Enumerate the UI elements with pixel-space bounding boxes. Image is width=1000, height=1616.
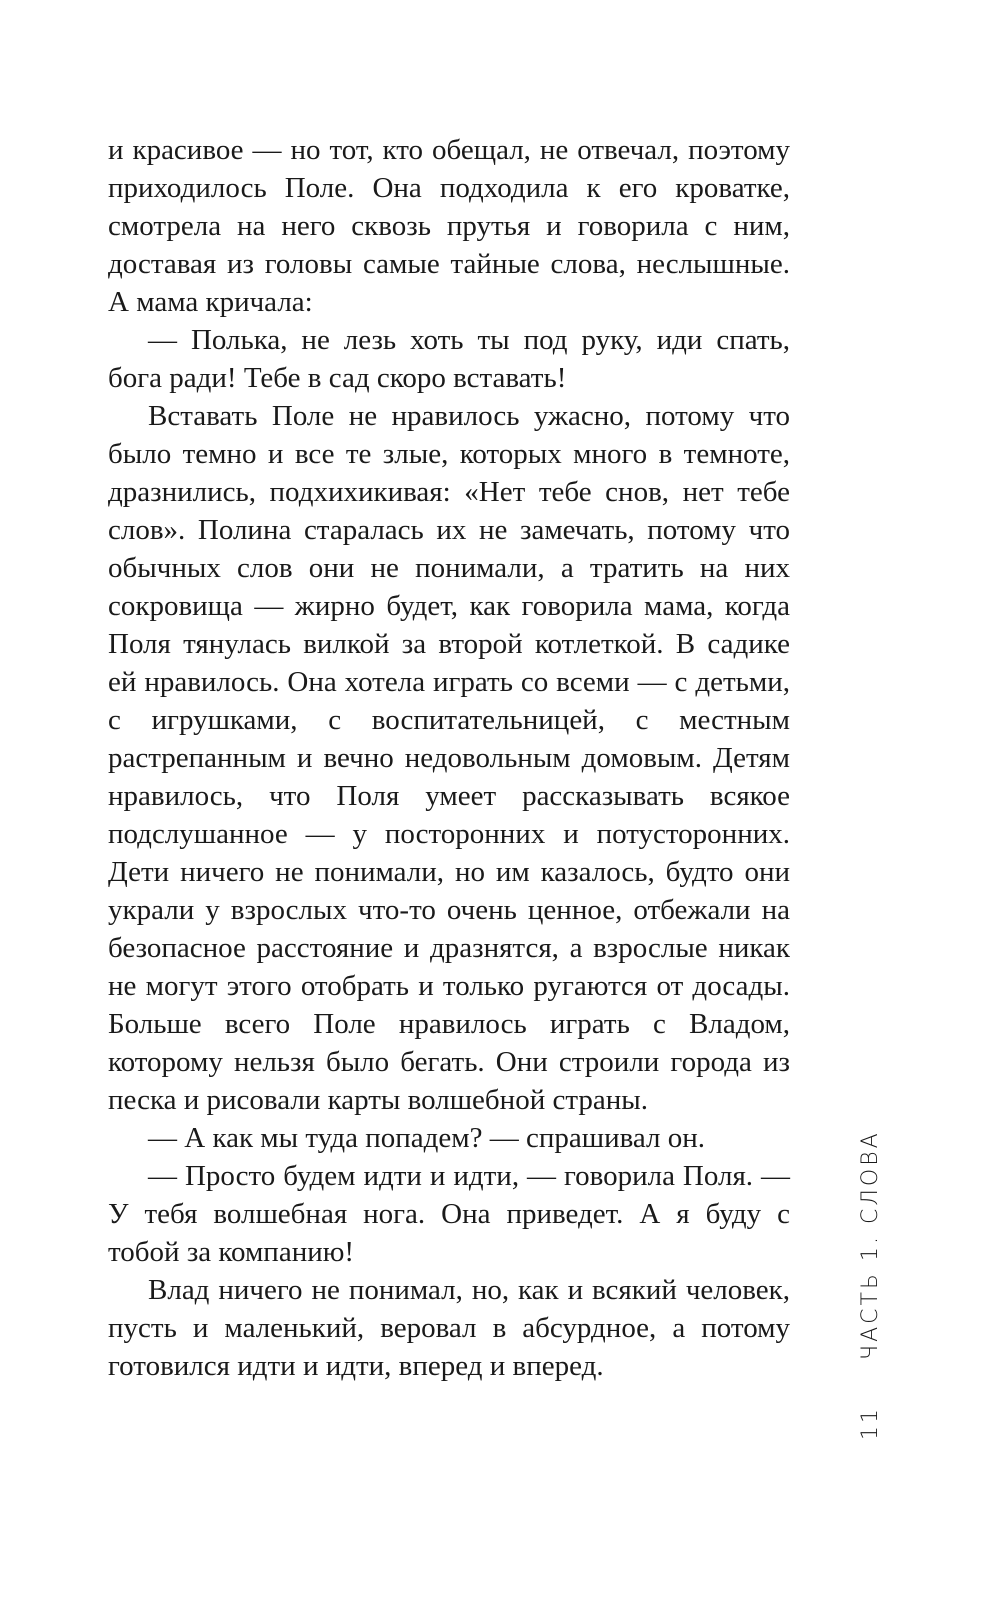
page-number: 11 — [858, 1406, 883, 1440]
paragraph-4-dialogue: — А как мы туда попадем? — спрашивал он. — [148, 1122, 706, 1154]
running-head — [858, 1130, 883, 1440]
paragraph-6: Влад ничего не понимал, но, как и всякий человек, пусть и маленький, веровал в абсурдное, а потому готовился идти и идти, вперед и вперед. — [108, 1274, 790, 1382]
section-title: ЧАСТЬ 1. СЛОВА — [858, 1130, 883, 1360]
paragraph-2-dialogue: — Полька, не лезь хоть ты под руку, иди спать, бога ради! Тебе в сад скоро вставать! — [108, 324, 790, 394]
paragraph-3: Вставать Поле не нравилось ужасно, потому что было темно и все те злые, которых много в темноте, дразнились, подхихикивая: «Нет тебе снов, нет тебе слов». Полина старалась их не замечать, потому что обычных слов они не понимали, а тратить на них сокровища — жирно будет, как говорила мама, когда Поля тянулась вилкой за второй котлеткой. В садике ей нравилось. Она хотела играть со всеми — с детьми, с игрушками, с воспитательницей, с местным растрепанным и вечно недовольным домовым. Детям нравилось, что Поля умеет рассказывать всякое подслушанное — у посторонних и потусторонних. Дети ничего не понимали, но им казалось, будто они украли у взрослых что-то очень ценное, отбежали на безопасное расстояние и дразнятся, а взрослые никак не могут этого отобрать и только ругаются от досады. Больше всего Поле нравилось играть с Владом, которому нельзя было бегать. Они строили города из песка и рисовали карты волшебной страны. — [108, 400, 790, 1116]
body-text — [108, 131, 790, 1385]
paragraph-1: и красивое — но тот, кто обещал, не отвечал, поэтому приходилось Поле. Она подходила к его кроватке, смотрела на него сквозь прутья и говорила с ним, доставая из головы самые тайные слова, неслышные. А мама кричала: — [108, 134, 790, 318]
paragraph-5-dialogue: — Просто будем идти и идти, — говорила Поля. — У тебя волшебная нога. Она приведет. А я буду с тобой за компанию! — [108, 1160, 790, 1268]
